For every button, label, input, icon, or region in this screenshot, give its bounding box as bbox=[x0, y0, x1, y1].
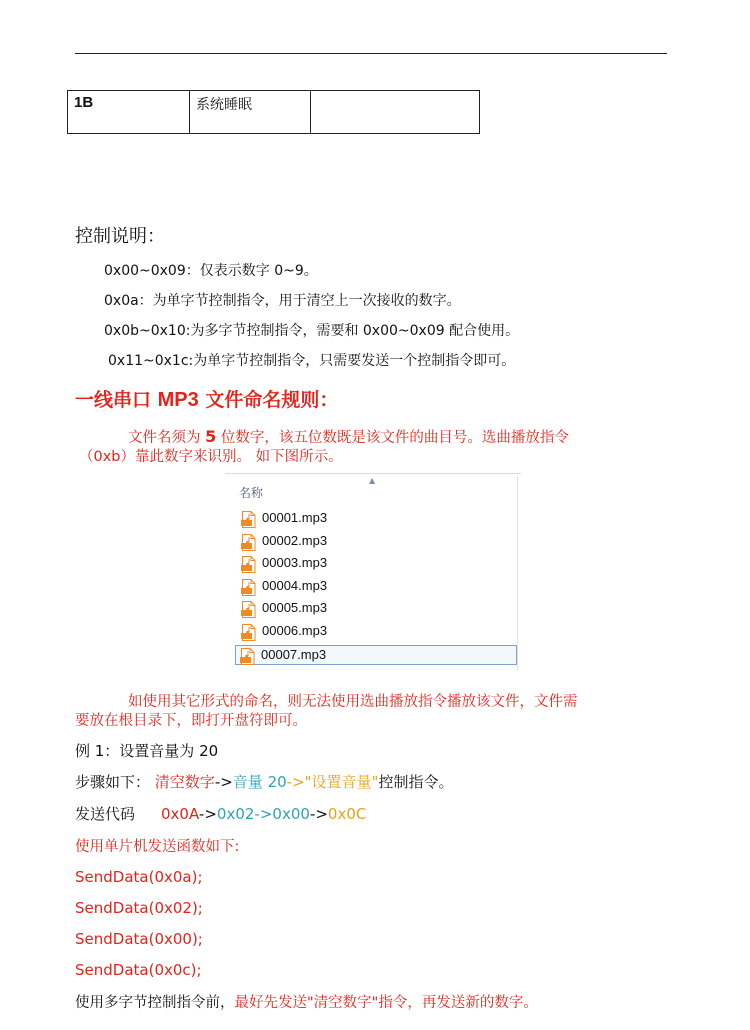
header-rule bbox=[75, 53, 667, 54]
table-cell-code: 1B bbox=[68, 91, 190, 134]
control-line-2: 0x0a：为单字节控制指令，用于清空上一次接收的数字。 bbox=[104, 293, 461, 309]
file-row[interactable] bbox=[237, 599, 519, 619]
audio-file-icon bbox=[241, 534, 256, 551]
multibyte-note-b: 最好先发送"清空数字"指令，再发送新的数字。 bbox=[234, 995, 538, 1011]
mp3-naming-heading bbox=[75, 385, 338, 412]
sort-caret-icon[interactable]: ▲ bbox=[369, 476, 376, 485]
explorer-top-border bbox=[225, 473, 521, 474]
code-byte-3: 0x0C bbox=[327, 805, 367, 823]
naming-note-line2: 要放在根目录下，即打开盘符即可。 bbox=[75, 713, 307, 729]
control-line-1: 0x00~0x09：仅表示数字 0~9。 bbox=[104, 263, 318, 279]
naming-text-b: 位数字，该五位数既是该文件的曲目号。选曲播放指令 bbox=[216, 430, 569, 446]
file-name: 00006.mp3 bbox=[262, 623, 328, 638]
mp3-heading-bold: MP3 bbox=[157, 389, 199, 411]
file-name: 00007.mp3 bbox=[261, 646, 327, 662]
mp3-heading-post: 文件命名规则： bbox=[198, 389, 339, 411]
file-row[interactable] bbox=[237, 532, 519, 552]
step-clear-digits: 清空数字 bbox=[154, 773, 215, 791]
audio-file-icon bbox=[241, 511, 256, 528]
code-byte-2: 0x00 bbox=[272, 805, 310, 823]
file-explorer bbox=[225, 473, 521, 673]
file-row[interactable] bbox=[237, 577, 519, 597]
control-heading: 控制说明： bbox=[75, 226, 165, 247]
audio-file-icon bbox=[241, 556, 256, 573]
steps-label: 步骤如下： bbox=[75, 773, 151, 791]
file-row[interactable] bbox=[237, 554, 519, 574]
naming-text-a: 文件名须为 bbox=[128, 430, 206, 446]
senddata-call-1: SendData(0x0a); bbox=[75, 868, 203, 886]
send-code-label: 发送代码 bbox=[75, 805, 136, 823]
audio-file-icon bbox=[241, 624, 256, 641]
senddata-call-3: SendData(0x00); bbox=[75, 930, 203, 948]
step-arrow-1: -> bbox=[214, 773, 233, 791]
file-name: 00005.mp3 bbox=[262, 600, 328, 616]
step-tail: 控制指令。 bbox=[378, 773, 454, 791]
naming-paragraph-line2: （0xb）靠此数字来识别。 如下图所示。 bbox=[79, 449, 343, 465]
code-byte-1: 0x02 bbox=[216, 805, 255, 823]
control-line-4: 0x11~0x1c:为单字节控制指令，只需要发送一个控制指令即可。 bbox=[108, 353, 516, 369]
control-line-3: 0x0b~0x10:为多字节控制指令，需要和 0x00~0x09 配合使用。 bbox=[104, 323, 520, 339]
step-volume: 音量 20 bbox=[232, 773, 287, 791]
column-header-name[interactable]: 名称 bbox=[239, 486, 264, 500]
file-row[interactable] bbox=[235, 645, 517, 665]
naming-note-line1: 如使用其它形式的命名，则无法使用选曲播放指令播放该文件，文件需 bbox=[128, 694, 578, 710]
send-code-line: 发送代码 0x0A->0x02->0x00->0x0C bbox=[75, 805, 367, 823]
naming-digit-count: 5 bbox=[205, 427, 217, 446]
command-table bbox=[67, 90, 480, 134]
table-cell-note bbox=[311, 91, 480, 134]
audio-file-icon bbox=[241, 601, 256, 618]
example-title: 例 1：设置音量为 20 bbox=[75, 742, 219, 760]
multibyte-note-a: 使用多字节控制指令前， bbox=[75, 995, 235, 1011]
mcu-function-label: 使用单片机发送函数如下: bbox=[75, 839, 240, 855]
senddata-call-4: SendData(0x0c); bbox=[75, 961, 202, 979]
mp3-heading-pre: 一线串口 bbox=[75, 389, 158, 411]
step-set-volume: 设置音量" bbox=[311, 773, 379, 791]
audio-file-icon bbox=[241, 579, 256, 596]
file-row[interactable] bbox=[237, 509, 519, 529]
file-name: 00002.mp3 bbox=[262, 532, 328, 548]
file-row[interactable] bbox=[237, 622, 519, 642]
senddata-call-2: SendData(0x02); bbox=[75, 899, 203, 917]
example-steps bbox=[75, 771, 453, 792]
table-cell-name: 系统睡眠 bbox=[190, 91, 311, 134]
file-name: 00003.mp3 bbox=[262, 555, 328, 571]
table-row bbox=[68, 91, 480, 134]
audio-file-icon bbox=[240, 648, 255, 665]
naming-paragraph-line1 bbox=[128, 426, 569, 447]
file-name: 00001.mp3 bbox=[262, 510, 328, 525]
multibyte-note bbox=[75, 991, 538, 1012]
file-name: 00004.mp3 bbox=[262, 577, 328, 593]
step-arrow-2: ->" bbox=[286, 773, 312, 791]
code-byte-0: 0x0A bbox=[161, 805, 199, 823]
